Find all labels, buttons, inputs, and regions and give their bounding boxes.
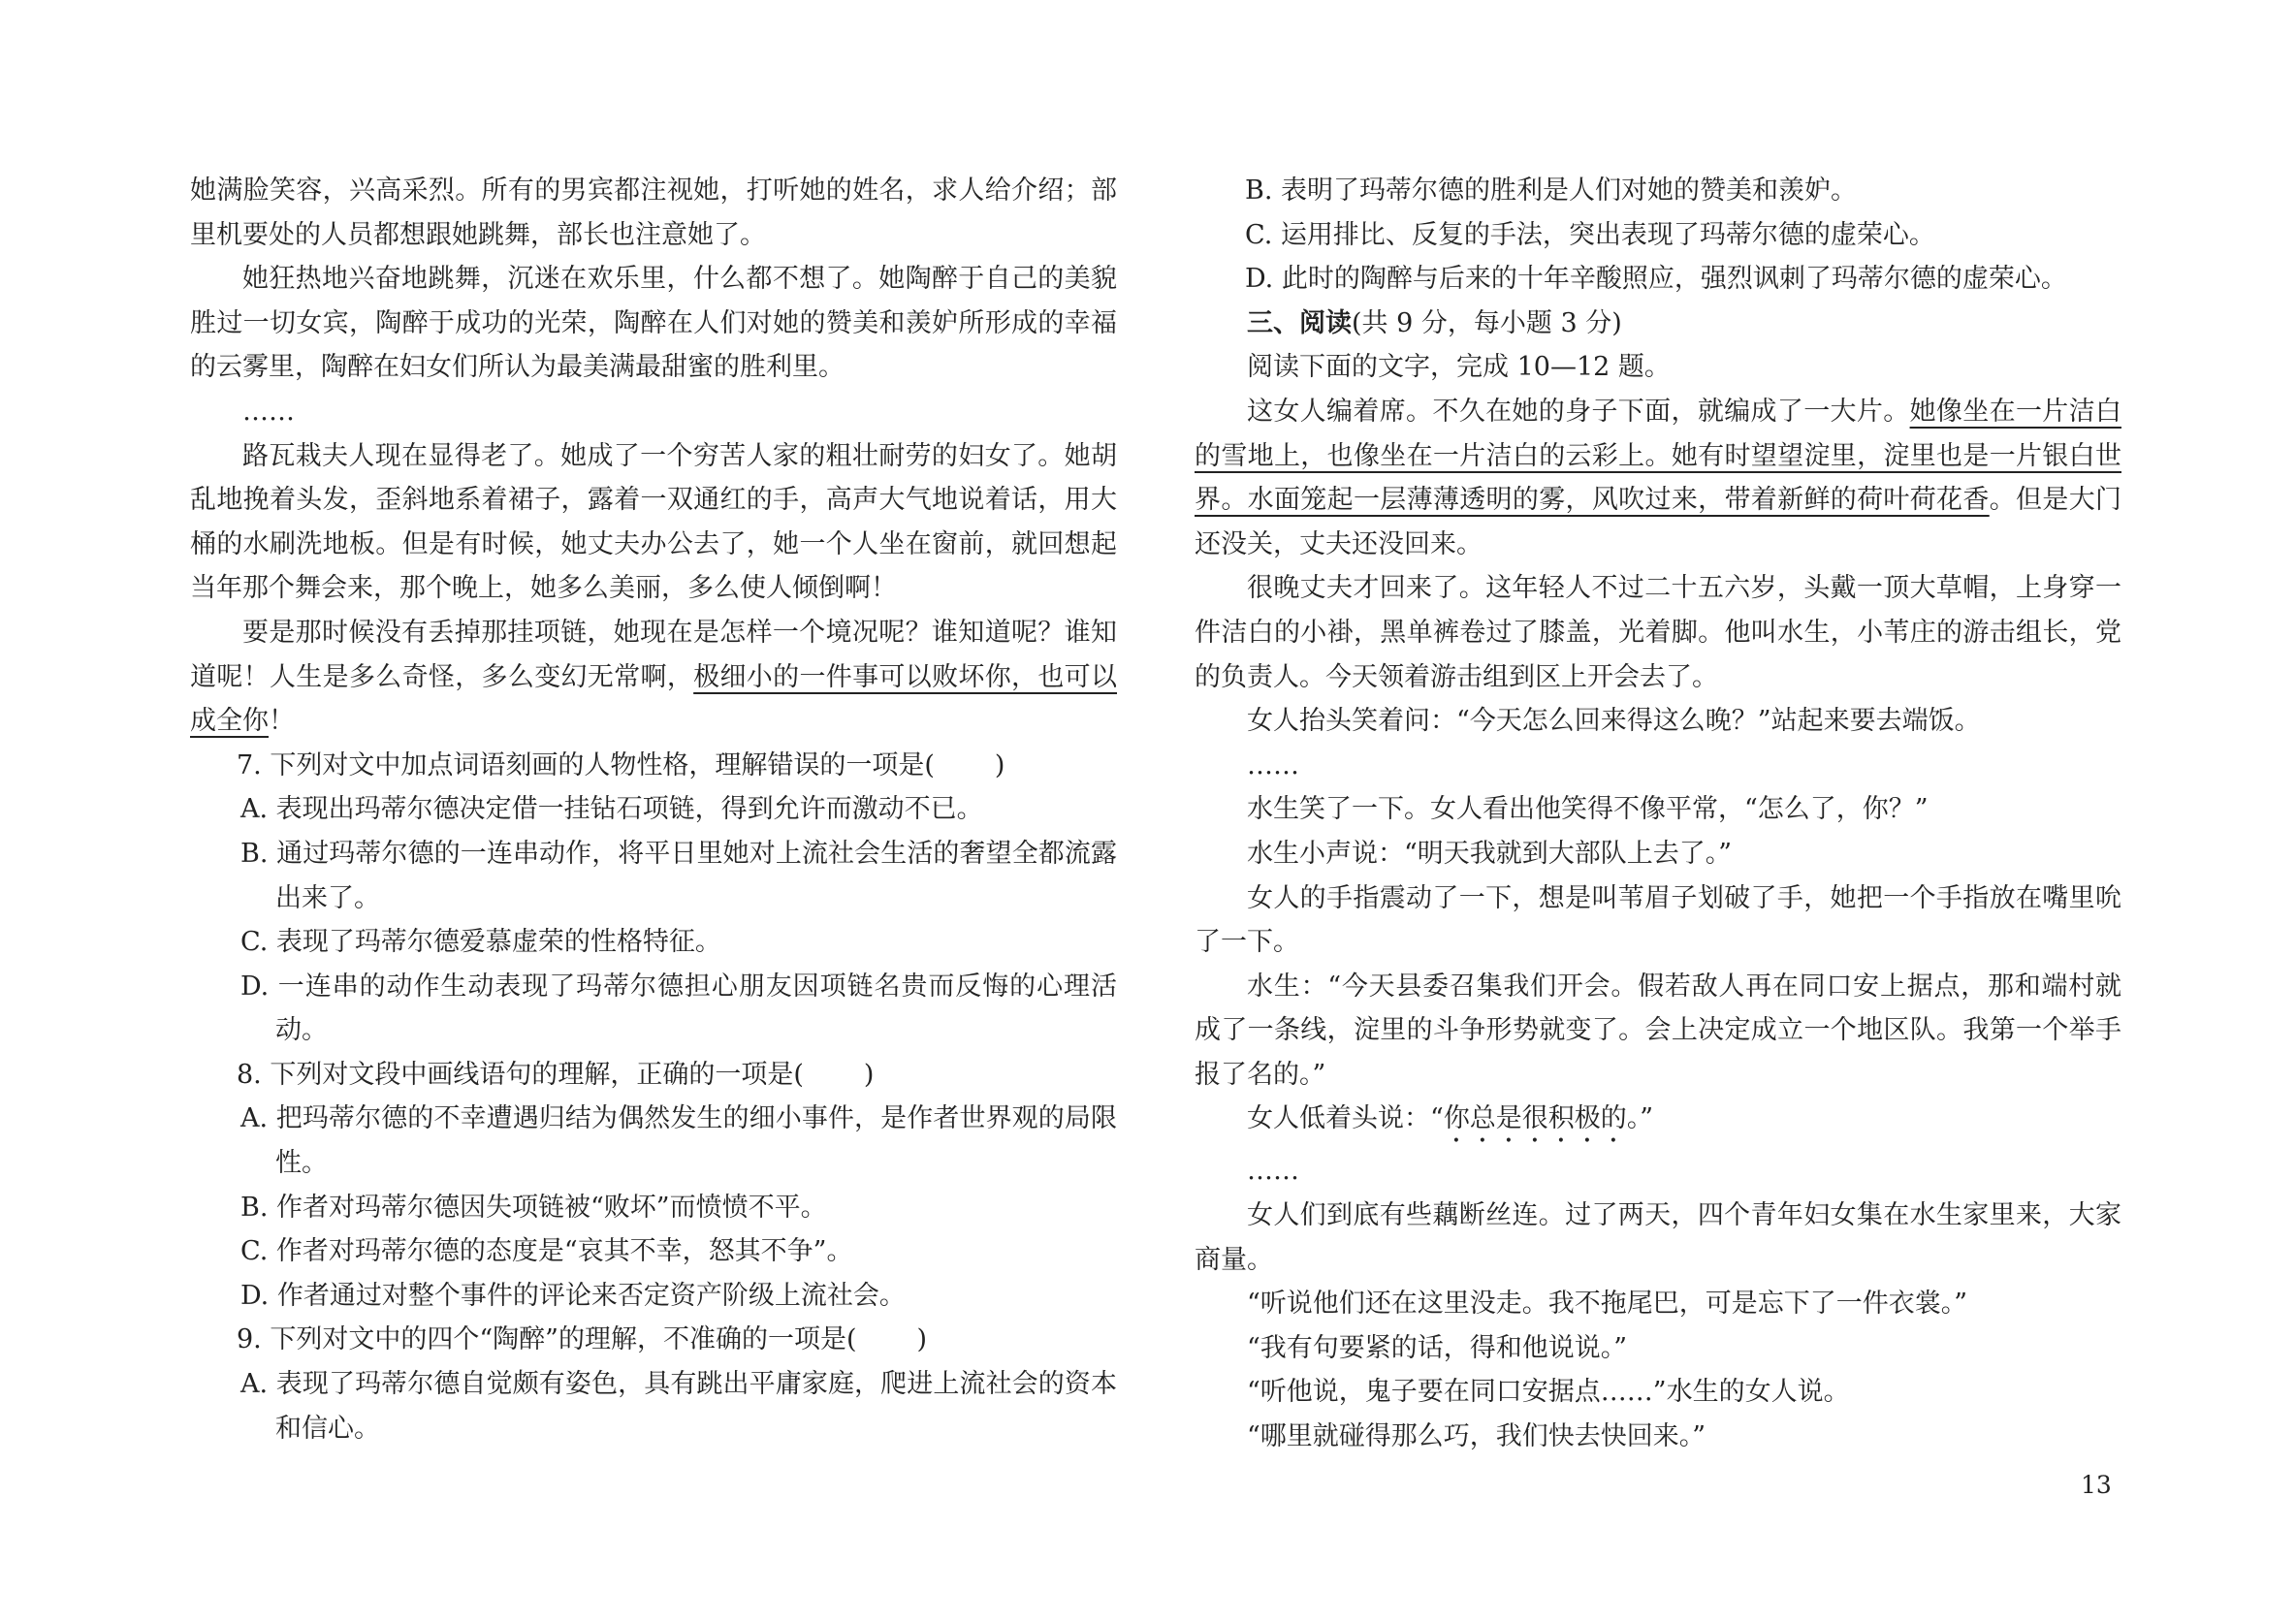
paragraph: 水生：“今天县委召集我们开会。假若敌人再在同口安上据点，那和端村就成了一条线，淀里的斗争形势就变了。会上决定成立一个地区队。我第一个举手报了名的。” — [1195, 971, 2121, 1090]
text: 。” — [1626, 1103, 1654, 1134]
left-column — [190, 169, 1117, 1450]
paragraph: 女人抬头笑着问：“今天怎么回来得这么晚？”站起来要去端饭。 — [1247, 706, 1981, 737]
question-8-stem — [190, 1053, 1117, 1098]
paren-close: ) — [994, 749, 1005, 780]
question-9-stem — [190, 1318, 1117, 1362]
text: ！ — [269, 706, 295, 737]
stem-text: 7. 下列对文中加点词语刻画的人物性格，理解错误的一项是( — [237, 749, 935, 780]
paragraph: “哪里就碰得那么巧，我们快去快回来。” — [1247, 1421, 1706, 1452]
section-heading — [1195, 302, 2121, 346]
option: A. 表现了玛蒂尔德自觉颇有姿色，具有跳出平庸家庭，爬进上流社会的资本和信心。 — [240, 1369, 1117, 1444]
option: A. 把玛蒂尔德的不幸遭遇归结为偶然发生的细小事件，是作者世界观的局限性。 — [240, 1103, 1117, 1179]
question-7-stem — [190, 744, 1117, 788]
option: C. 作者对玛蒂尔德的态度是“哀其不幸，怒其不争”。 — [240, 1236, 853, 1267]
ellipsis: …… — [242, 396, 295, 427]
paragraph: 她狂热地兴奋地跳舞，沉迷在欢乐里，什么都不想了。她陶醉于自己的美貌胜过一切女宾，陶醉于成功的光荣，陶醉在人们对她的赞美和羡妒所形成的幸福的云雾里，陶醉在妇女们所认为最美满最甜蜜的胜利里。 — [190, 264, 1117, 383]
instruction: 阅读下面的文字，完成 10—12 题。 — [1247, 352, 1671, 383]
underlined-sentence: 极细小的一件事可以败坏你，也可以成全你 — [190, 661, 1118, 737]
paragraph — [1195, 1097, 2121, 1149]
dotted-phrase: 你总是很积极的 — [1443, 1103, 1627, 1134]
paragraph: 她满脸笑容，兴高采烈。所有的男宾都注视她，打听她的姓名，求人给介绍；部里机要处的人员都想跟她跳舞，部长也注意她了。 — [190, 175, 1117, 250]
paragraph: 女人们到底有些藕断丝连。过了两天，四个青年妇女集在水生家里来，大家商量。 — [1195, 1200, 2121, 1275]
paren-close: ) — [863, 1059, 875, 1090]
ellipsis: …… — [1247, 1156, 1299, 1187]
paragraph: 很晚丈夫才回来了。这年轻人不过二十五六岁，头戴一顶大草帽，上身穿一件洁白的小褂，黑单裤卷过了膝盖，光着脚。他叫水生，小苇庄的游击组长，党的负责人。今天领着游击组到区上开会去了。 — [1195, 573, 2121, 692]
option: D. 此时的陶醉与后来的十年辛酸照应，强烈讽刺了玛蒂尔德的虚荣心。 — [1245, 264, 2067, 295]
page-number: 13 — [2081, 1471, 2112, 1499]
section-title: 三、阅读 — [1247, 307, 1352, 338]
paragraph — [1195, 390, 2121, 566]
paragraph: “我有句要紧的话，得和他说说。” — [1247, 1332, 1628, 1363]
option: D. 作者通过对整个事件的评论来否定资产阶级上流社会。 — [240, 1280, 906, 1311]
paragraph: 路瓦栽夫人现在显得老了。她成了一个穷苦人家的粗壮耐劳的妇女了。她胡乱地挽着头发，歪斜地系着裙子，露着一双通红的手，高声大气地说着话，用大桶的水刷洗地板。但是有时候，她丈夫办公去了，她一个人坐在窗前，就回想起当年那个舞会来，那个晚上，她多么美丽，多么使人倾倒啊！ — [190, 440, 1117, 604]
ellipsis: …… — [1247, 749, 1299, 780]
text: 要是那时候没有丢掉那挂项链，她现在是怎样一个境况呢？谁知道呢？谁知道呢！人生是多么奇怪，多么变幻无常啊， — [190, 617, 1117, 692]
option: C. 运用排比、反复的手法，突出表现了玛蒂尔德的虚荣心。 — [1245, 219, 1935, 250]
paragraph — [190, 611, 1117, 744]
paragraph: 水生笑了一下。女人看出他笑得不像平常，“怎么了，你？” — [1247, 794, 1929, 825]
stem-text: 9. 下列对文中的四个“陶醉”的理解，不准确的一项是( — [237, 1324, 857, 1355]
section-note: (共 9 分，每小题 3 分) — [1352, 307, 1622, 338]
text: 。但是大门还没关，丈夫还没回来。 — [1195, 485, 2122, 559]
paragraph: 水生小声说：“明天我就到大部队上去了。” — [1247, 838, 1733, 869]
right-column — [1195, 169, 2121, 1459]
option: B. 表明了玛蒂尔德的胜利是人们对她的赞美和羡妒。 — [1245, 175, 1858, 206]
stem-text: 8. 下列对文段中画线语句的理解，正确的一项是( — [237, 1059, 804, 1090]
text: 这女人编着席。不久在她的身子下面，就编成了一大片。 — [1247, 396, 1910, 427]
option: B. 通过玛蒂尔德的一连串动作，将平日里她对上流社会生活的奢望全都流露出来了。 — [240, 838, 1117, 913]
option: C. 表现了玛蒂尔德爱慕虚荣的性格特征。 — [240, 927, 721, 958]
paragraph: “听说他们还在这里没走。我不拖尾巴，可是忘下了一件衣裳。” — [1247, 1289, 1968, 1320]
paragraph: 女人的手指震动了一下，想是叫苇眉子划破了手，她把一个手指放在嘴里吮了一下。 — [1195, 882, 2121, 958]
underlined-sentence: 她像坐在一片洁白的雪地上，也像坐在一片洁白的云彩上。她有时望望淀里，淀里也是一片银白世界。水面笼起一层薄薄透明的雾，风吹过来，带着新鲜的荷叶荷花香 — [1195, 396, 2121, 516]
option: A. 表现出玛蒂尔德决定借一挂钻石项链，得到允许而激动不已。 — [240, 794, 983, 825]
option: B. 作者对玛蒂尔德因失项链被“败坏”而愤愤不平。 — [240, 1192, 827, 1223]
paragraph: “听他说，鬼子要在同口安据点……”水生的女人说。 — [1247, 1377, 1850, 1408]
text: 女人低着头说：“ — [1247, 1103, 1444, 1134]
option: D. 一连串的动作生动表现了玛蒂尔德担心朋友因项链名贵而反悔的心理活动。 — [240, 971, 1117, 1046]
paren-close: ) — [916, 1324, 928, 1355]
